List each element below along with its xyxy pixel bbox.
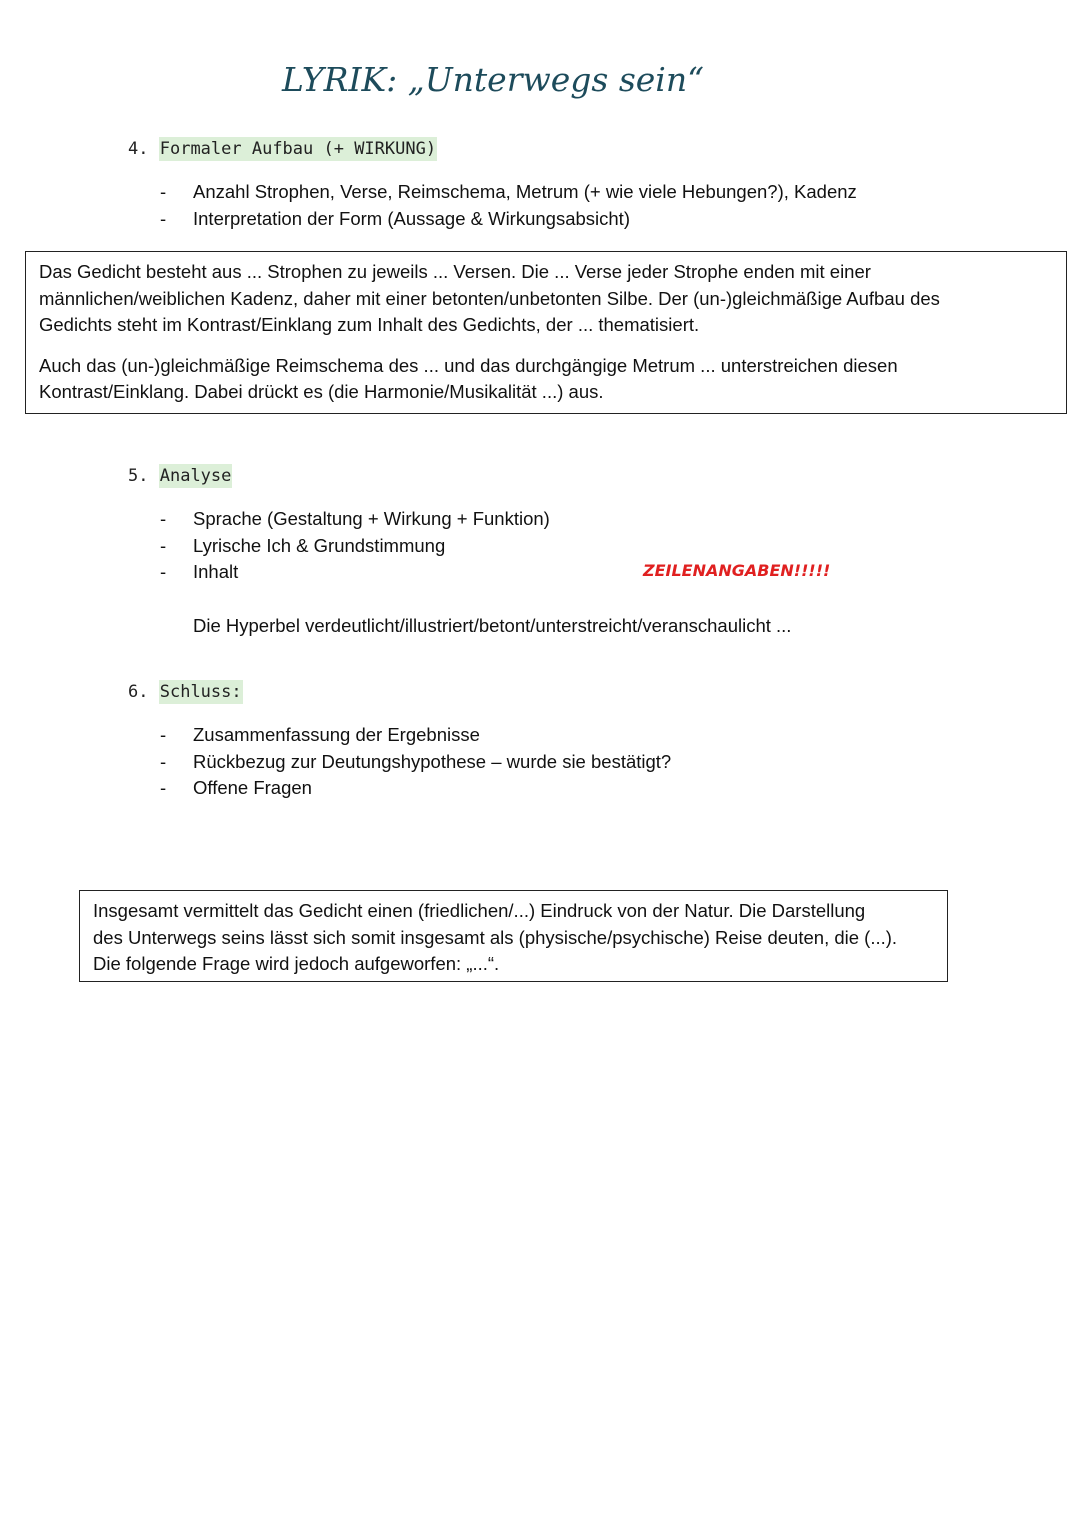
list-item: - Offene Fragen xyxy=(160,777,312,798)
paragraph: Auch das (un-)gleichmäßige Reimschema des ... und das durchgängige Metrum ... unterstreichen diesen Kontrast/Einklang. Dabei drückt es (die Harmonie/Musikalität ...) aus. xyxy=(39,354,898,402)
section-4-list xyxy=(160,179,857,232)
section-4-heading xyxy=(128,139,437,159)
list-item: - Anzahl Strophen, Verse, Reimschema, Metrum (+ wie viele Hebungen?), Kadenz xyxy=(160,181,857,202)
section-6-list xyxy=(160,722,671,802)
list-item: - Sprache (Gestaltung + Wirkung + Funktion) xyxy=(160,508,550,529)
paragraph: Insgesamt vermittelt das Gedicht einen (friedlichen/...) Eindruck von der Natur. Die Darstellung des Unterwegs seins lässt sich somit insgesamt als (physische/psychische) Reise deuten, die (...). Die folgende Frage wird jedoch aufgeworfen: „...“. xyxy=(93,900,898,974)
section-number: 6. xyxy=(128,682,149,702)
form-template-box xyxy=(25,251,1067,414)
section-5-heading xyxy=(128,466,232,486)
section-number: 4. xyxy=(128,139,149,159)
list-item: - Interpretation der Form (Aussage & Wirkungsabsicht) xyxy=(160,207,630,229)
list-item: - Zusammenfassung der Ergebnisse xyxy=(160,724,480,745)
section-5-list xyxy=(160,506,550,586)
list-item: - Inhalt xyxy=(160,561,239,582)
line-reference-note: ZEILENANGABEN!!!!! xyxy=(643,561,831,580)
example-sentence: Die Hyperbel verdeutlicht/illustriert/betont/unterstreicht/veranschaulicht ... xyxy=(193,615,792,636)
section-6-heading xyxy=(128,682,243,702)
section-title: Formaler Aufbau (+ WIRKUNG) xyxy=(159,139,437,159)
section-title: Analyse xyxy=(159,466,232,486)
list-item: - Lyrische Ich & Grundstimmung xyxy=(160,534,446,556)
section-title: Schluss: xyxy=(159,682,242,702)
list-item: - Rückbezug zur Deutungshypothese – wurde sie bestätigt? xyxy=(160,750,672,772)
section-number: 5. xyxy=(128,466,149,486)
paragraph: Das Gedicht besteht aus ... Strophen zu jeweils ... Versen. Die ... Verse jeder Strophe enden mit einer männlichen/weiblichen Kadenz, daher mit einer betonten/unbetonten Silbe. Der (un-)gleichmäßige Aufbau des Gedichts steht im Kontrast/Einklang zum Inhalt des Gedichts, der ... thematisiert. xyxy=(39,261,940,335)
page-title: LYRIK: „Unterwegs sein“ xyxy=(282,60,704,99)
conclusion-template-box xyxy=(79,890,948,982)
